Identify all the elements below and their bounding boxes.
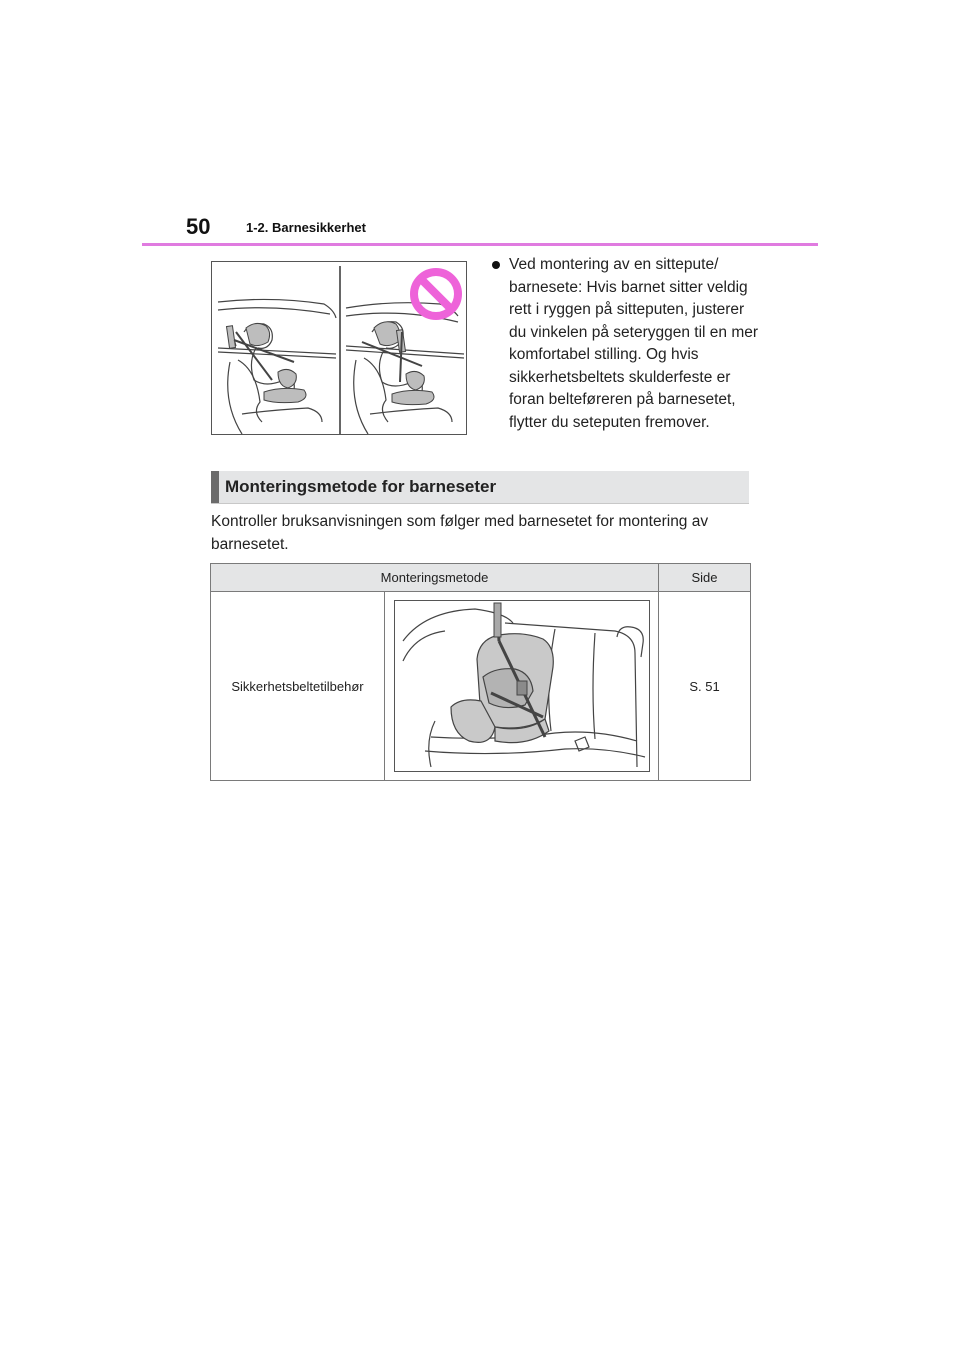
child-seat-illustration <box>394 600 650 772</box>
booster-seat-illustration <box>211 261 467 435</box>
table-header-row <box>211 564 751 592</box>
page-reference-cell: S. 51 <box>659 592 751 781</box>
intro-paragraph: Kontroller bruksanvisningen som følger med barnesetet for montering av barnesetet. <box>211 513 709 553</box>
bullet-text: Ved montering av en sittepute/ barnesete: Hvis barnet sitter veldig rett i ryggen på sitteputen, justerer du vinkelen på seteryggen til en mer komfortabel stilling. Og hvis sikkerhetsbeltets skulderfeste er foran belteføreren på barnesetet, flytter du seteputen fremover. <box>509 256 759 431</box>
bullet-dot-icon <box>492 261 500 269</box>
heading-text: Monteringsmetode for barneseter <box>225 477 497 496</box>
bullet-item <box>492 254 762 434</box>
section-title: 1-2. Barnesikkerhet <box>246 220 366 235</box>
heading-accent <box>211 471 219 503</box>
installation-method-table <box>210 563 751 781</box>
table-row <box>211 592 751 781</box>
header-divider <box>142 243 818 246</box>
method-cell: Sikkerhetsbeltetilbehør <box>211 592 385 781</box>
method-illustration-cell <box>385 592 659 781</box>
prohibited-sign-icon <box>408 266 464 322</box>
section-heading <box>211 471 749 504</box>
page-number: 50 <box>186 214 211 239</box>
table-header-page: Side <box>659 564 751 592</box>
table-header-method: Monteringsmetode <box>211 564 659 592</box>
